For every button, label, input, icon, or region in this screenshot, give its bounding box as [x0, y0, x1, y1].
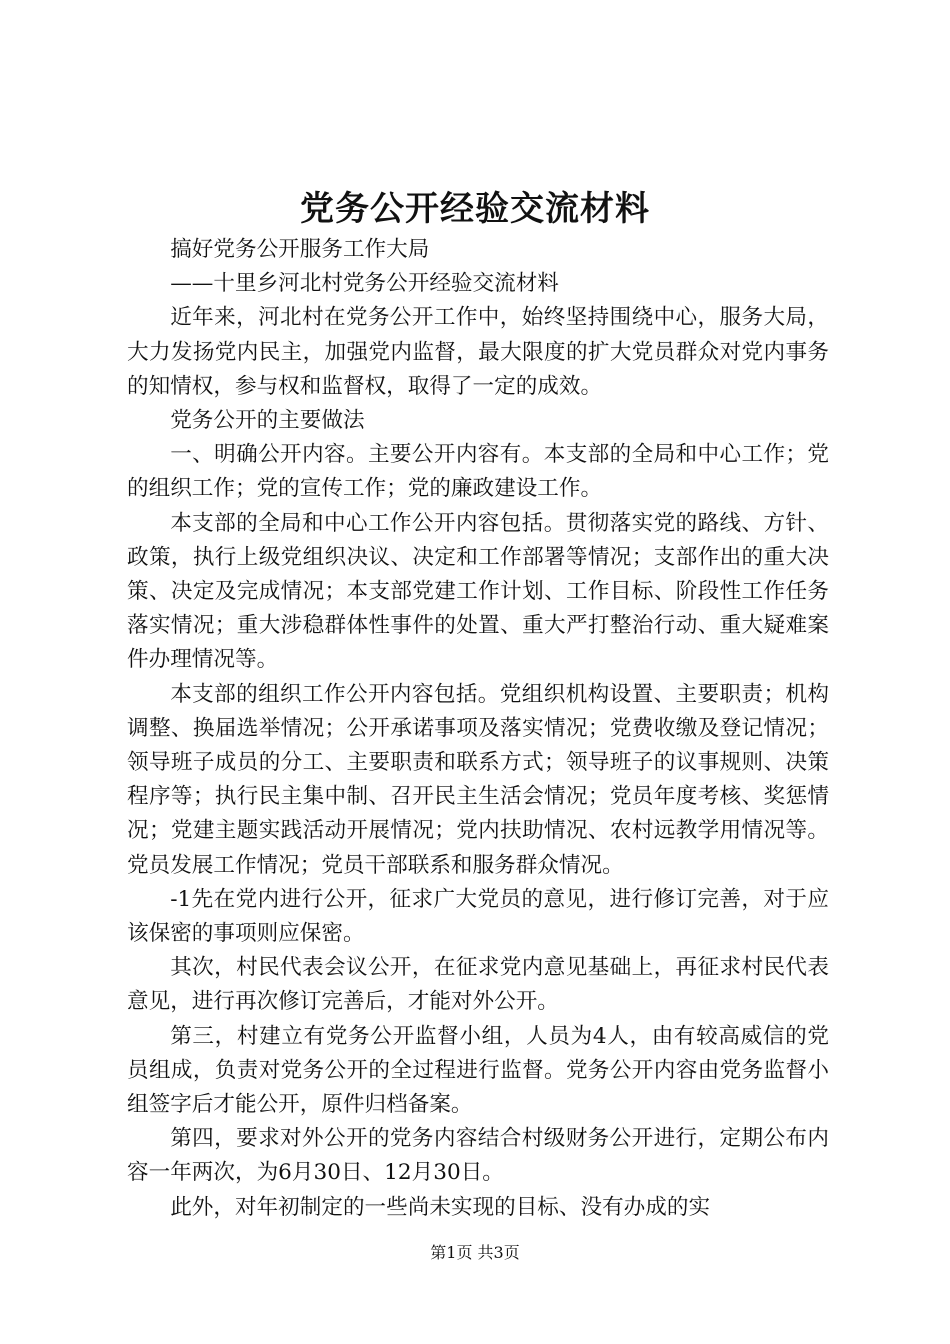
body-paragraph: -1先在党内进行公开，征求广大党员的意见，进行修订完善，对于应该保密的事项则应保密。 — [127, 886, 829, 947]
document-title: 党务公开经验交流材料 — [300, 189, 650, 229]
section-heading: 党务公开的主要做法 — [170, 408, 365, 434]
document-body — [127, 233, 829, 1225]
body-paragraph: 本支部的组织工作公开内容包括。党组织机构设置、主要职责；机构调整、换届选举情况；公开承诺事项及落实情况；党费收缴及登记情况；领导班子成员的分工、主要职责和联系方式；领导班子的议事规则、决策程序等；执行民主集中制、召开民主生活会情况；党员年度考核、奖惩情况；党建主题实践活动开展情况；党内扶助情况、农村远教学用情况等。党员发展工作情况；党员干部联系和服务群众情况。 — [127, 681, 829, 878]
subtitle-paragraph: 搞好党务公开服务工作大局 — [170, 237, 430, 262]
body-paragraph: 此外，对年初制定的一些尚未实现的目标、没有办成的实 — [170, 1194, 711, 1220]
body-paragraph: 第四，要求对外公开的党务内容结合村级财务公开进行，定期公布内容一年两次，为6月30日、12月30日。 — [127, 1126, 829, 1186]
body-paragraph: 第三，村建立有党务公开监督小组，人员为4人，由有较高威信的党员组成，负责对党务公开的全过程进行监督。党务公开内容由党务监督小组签字后才能公开，原件归档备案。 — [127, 1023, 829, 1118]
body-paragraph: 近年来，河北村在党务公开工作中，始终坚持围绕中心，服务大局，大力发扬党内民主，加强党内监督，最大限度的扩大党员群众对党内事务的知情权，参与权和监督权，取得了一定的成效。 — [127, 305, 829, 399]
body-paragraph: 其次，村民代表会议公开，在征求党内意见基础上，再征求村民代表意见，进行再次修订完善后，才能对外公开。 — [127, 955, 829, 1015]
page-footer: 第1页 共3页 — [430, 1243, 520, 1262]
body-paragraph: 一、明确公开内容。主要公开内容有。本支部的全局和中心工作；党的组织工作；党的宣传工作；党的廉政建设工作。 — [127, 442, 829, 502]
source-paragraph: ——十里乡河北村党务公开经验交流材料 — [170, 271, 559, 297]
body-paragraph: 本支部的全局和中心工作公开内容包括。贯彻落实党的路线、方针、政策，执行上级党组织决议、决定和工作部署等情况；支部作出的重大决策、决定及完成情况；本支部党建工作计划、工作目标、阶段性工作任务落实情况；重大涉稳群体性事件的处置、重大严打整治行动、重大疑难案件办理情况等。 — [127, 510, 829, 673]
